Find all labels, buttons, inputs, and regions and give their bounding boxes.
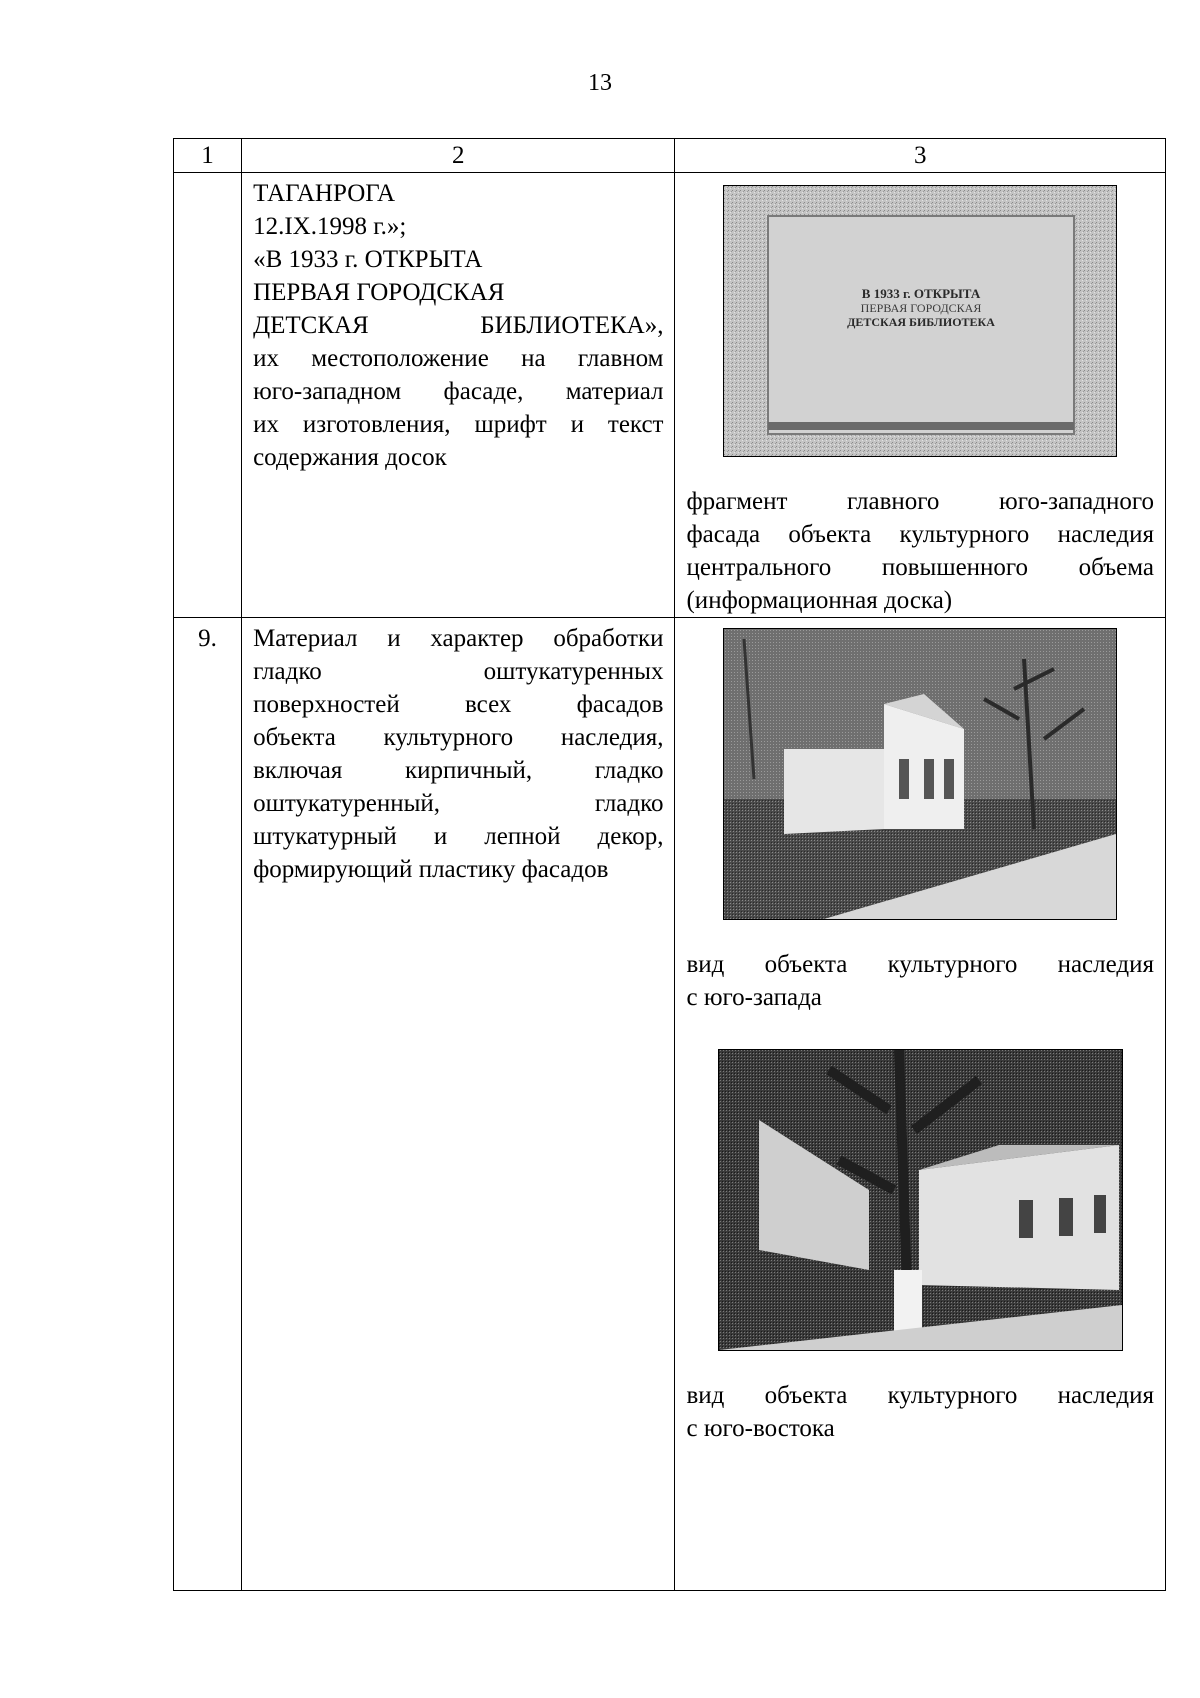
row-description	[242, 173, 675, 618]
description-line: включая кирпичный, гладко	[253, 757, 664, 784]
caption-line: вид объекта культурного наследия	[686, 1382, 1154, 1409]
caption-line: с юго-востока	[686, 1415, 835, 1442]
table-row-continued	[174, 173, 1166, 618]
plaque-caption	[675, 457, 1165, 617]
description-line: юго-западном фасаде, материал	[253, 378, 664, 405]
caption-line: центрального повышенного объема	[686, 554, 1154, 581]
table-header-row	[174, 139, 1166, 173]
description-line: ТАГАНРОГА	[253, 180, 396, 207]
plaque-photo	[723, 185, 1117, 457]
header-col-2: 2	[242, 139, 675, 173]
building-southwest-photo	[723, 628, 1117, 920]
description-line: «В 1933 г. ОТКРЫТА	[253, 246, 483, 273]
description-line: их местоположение на главном	[253, 345, 664, 372]
row-illustration	[675, 173, 1166, 618]
southwest-caption	[675, 920, 1165, 1014]
description-line: гладко оштукатуренных	[253, 658, 664, 685]
description-line: 12.IX.1998 г.»;	[253, 213, 407, 240]
description-line: ДЕТСКАЯ БИБЛИОТЕКА»,	[253, 312, 664, 339]
description-line: штукатурный и лепной декор,	[253, 823, 664, 850]
heritage-table	[173, 138, 1166, 1591]
row-number	[174, 173, 242, 618]
description-line: оштукатуренный, гладко	[253, 790, 664, 817]
caption-line: с юго-запада	[686, 984, 822, 1011]
page-number: 13	[588, 70, 612, 96]
header-col-1: 1	[174, 139, 242, 173]
row-illustration	[675, 618, 1166, 1591]
caption-line: фасада объекта культурного наследия	[686, 521, 1154, 548]
description-line: поверхностей всех фасадов	[253, 691, 664, 718]
header-col-3: 3	[675, 139, 1166, 173]
building-southwest-image	[724, 629, 1116, 919]
plaque-text-line: В 1933 г. ОТКРЫТА	[862, 286, 981, 301]
description-line: их изготовления, шрифт и текст	[253, 411, 664, 438]
description-line: Материал и характер обработки	[253, 625, 664, 652]
building-southeast-image	[719, 1050, 1122, 1350]
row-description	[242, 618, 675, 1591]
table-row-9	[174, 618, 1166, 1591]
southeast-caption	[675, 1351, 1165, 1445]
description-line: ПЕРВАЯ ГОРОДСКАЯ	[253, 279, 505, 306]
plaque-photo-image	[724, 186, 1116, 456]
description-line: объекта культурного наследия,	[253, 724, 664, 751]
description-line: формирующий пластику фасадов	[253, 856, 609, 883]
caption-line: (информационная доска)	[686, 587, 953, 614]
building-southeast-photo	[718, 1049, 1123, 1351]
description-line: содержания досок	[253, 444, 447, 471]
caption-line: фрагмент главного юго-западного	[686, 488, 1154, 515]
plaque-text-line: ДЕТСКАЯ БИБЛИОТЕКА	[847, 315, 996, 329]
plaque-text-line: ПЕРВАЯ ГОРОДСКАЯ	[860, 301, 982, 315]
row-number: 9.	[174, 618, 242, 1591]
caption-line: вид объекта культурного наследия	[686, 951, 1154, 978]
